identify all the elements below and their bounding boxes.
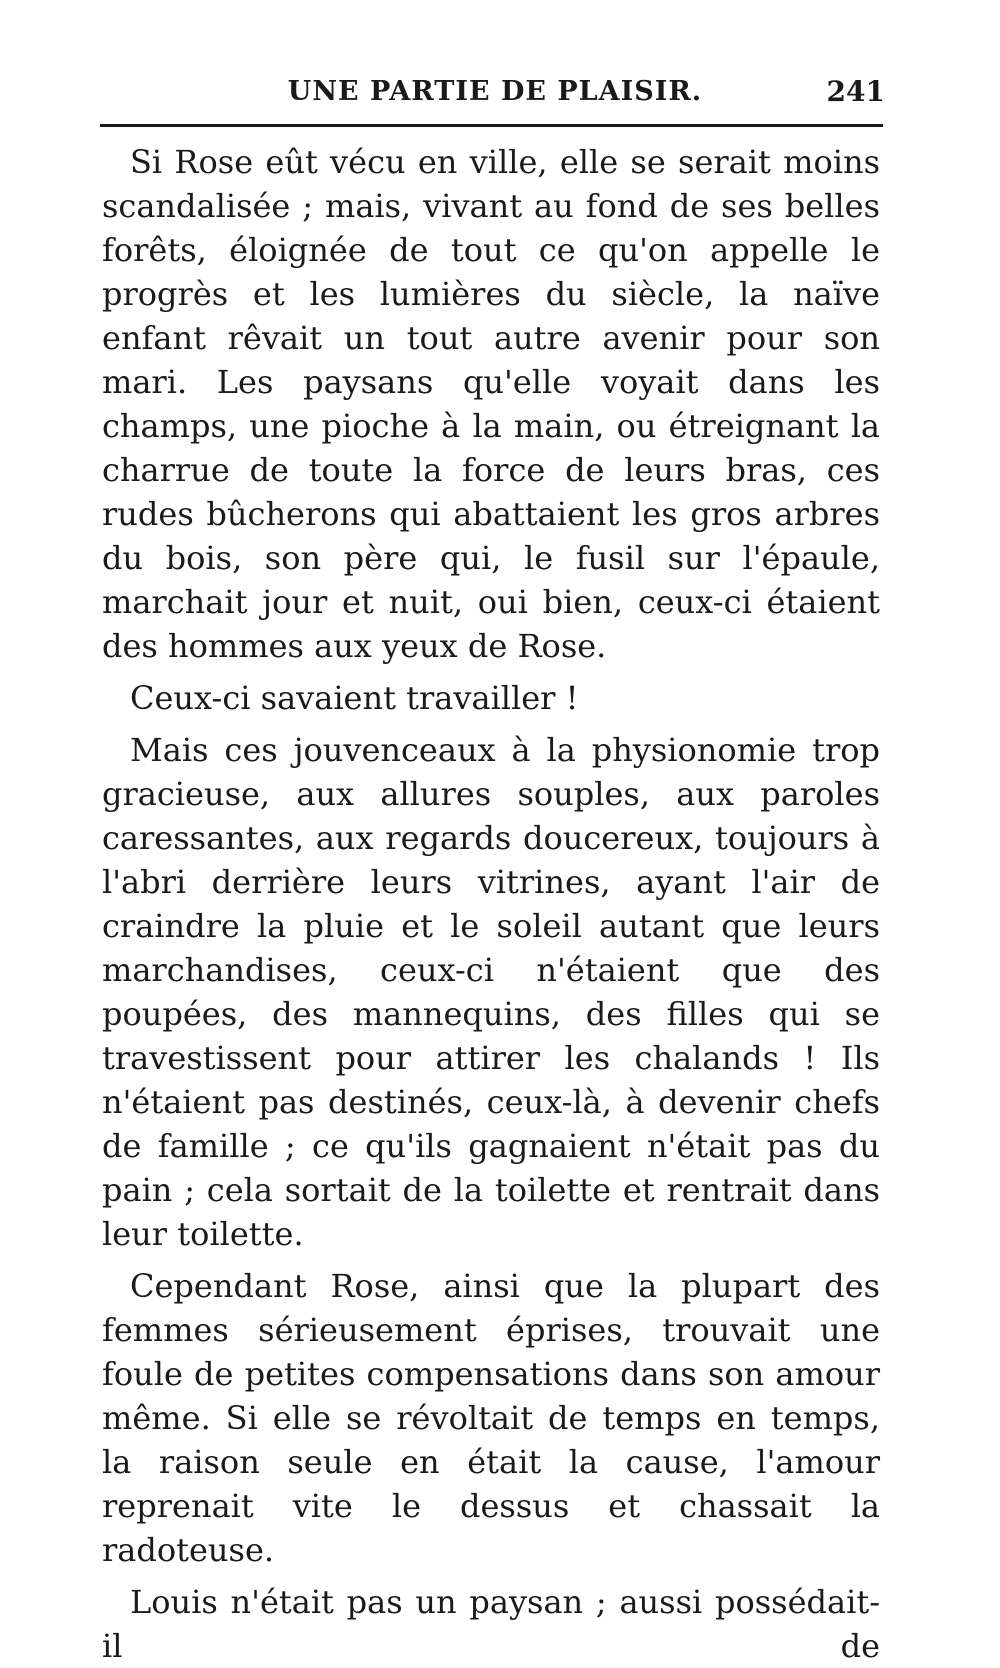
page-number: 241 xyxy=(826,75,885,108)
paragraph: Cependant Rose, ainsi que la plupart des femmes sérieusement éprises, trouvait une foule de petites compensations dans son amour même. Si elle se révoltait de temps en temps, la raison seule en était la cause, l'amour reprenait vite le dessus et chassait la radoteuse. xyxy=(102,1267,880,1569)
header-rule xyxy=(100,124,883,127)
paragraph: Si Rose eût vécu en ville, elle se serait moins scandalisée ; mais, vivant au fond de ses belles forêts, éloignée de tout ce qu'on appelle le progrès et les lumières du siècle, la naïve enfant rêvait un tout autre avenir pour son mari. Les paysans qu'elle voyait dans les champs, une pioche à la main, ou étreignant la charrue de toute la force de leurs bras, ces rudes bûcherons qui abattaient les gros arbres du bois, son père qui, le fusil sur l'épaule, marchait jour et nuit, oui bien, ceux-ci étaient des hommes aux yeux de Rose. xyxy=(102,143,880,665)
paragraph: Ceux-ci savaient travailler ! xyxy=(130,679,579,717)
running-title: UNE PARTIE DE PLAISIR. xyxy=(287,76,703,107)
paragraph: Mais ces jouvenceaux à la physionomie trop gracieuse, aux allures souples, aux paroles caressantes, aux regards doucereux, toujours à l'abri derrière leurs vitrines, ayant l'air de craindre la pluie et le soleil autant que leurs marchandises, ceux-ci n'étaient que des poupées, des mannequins, des filles qui se travestissent pour attirer les chalands ! Ils n'étaient pas destinés, ceux-là, à devenir chefs de famille ; ce qu'ils gagnaient n'était pas du pain ; cela sortait de la toilette et rentrait dans leur toilette. xyxy=(102,731,880,1253)
body-text xyxy=(102,140,880,1668)
paragraph: Louis n'était pas un paysan ; aussi possédait-il de xyxy=(102,1583,880,1665)
running-head xyxy=(105,72,885,112)
